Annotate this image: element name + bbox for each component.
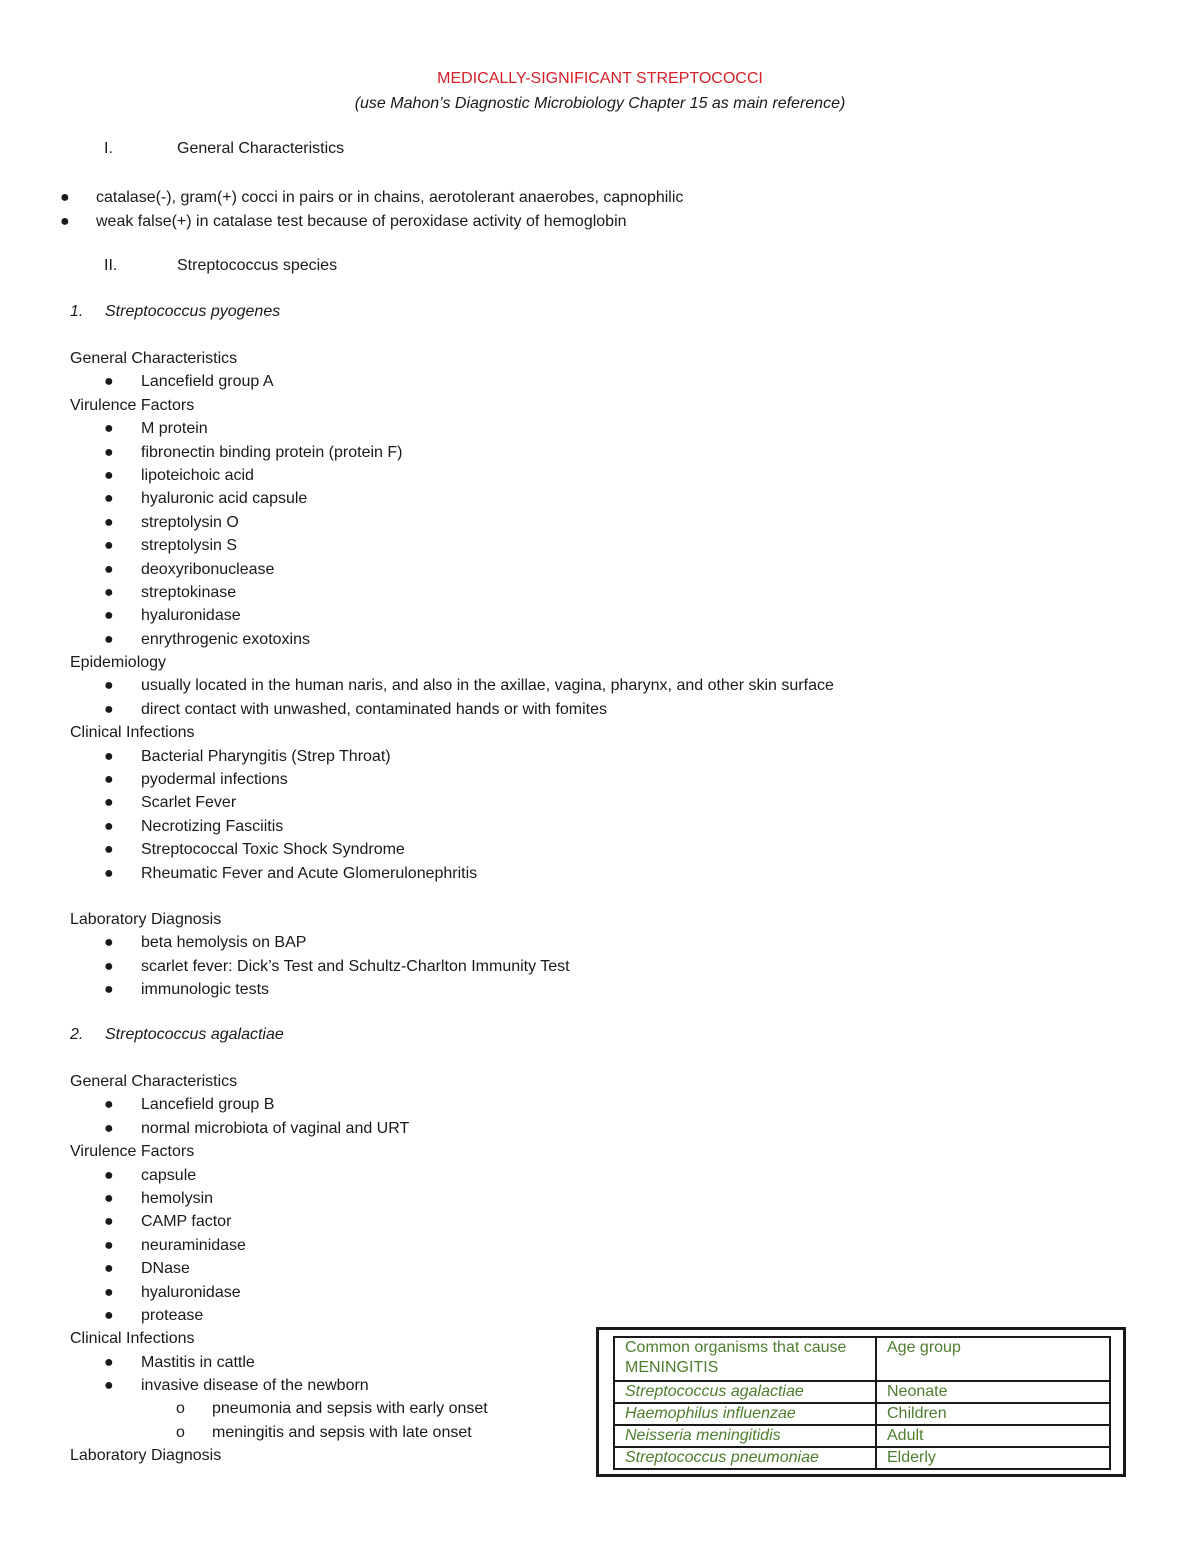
circle-bullet-icon: o xyxy=(176,1423,185,1441)
list-item: ● weak false(+) in catalase test because of peroxidase activity of hemoglobin xyxy=(58,210,683,234)
bullet-icon: ● xyxy=(104,747,114,765)
bullet-icon: ● xyxy=(104,1377,114,1395)
list-item: ● enrythrogenic exotoxins xyxy=(70,628,834,651)
list-item: ● Scarlet Fever xyxy=(70,791,834,814)
bullet-icon: ● xyxy=(104,560,114,578)
list-item: ● hemolysin xyxy=(70,1187,488,1210)
bullet-icon: ● xyxy=(104,817,114,835)
bullet-icon: ● xyxy=(104,443,114,461)
bullet-icon: ● xyxy=(104,1260,114,1278)
section-label: General Characteristics xyxy=(177,140,345,157)
species-number: 2. xyxy=(70,1026,84,1043)
species-heading-agalactiae xyxy=(70,1026,284,1044)
list-item: ● Necrotizing Fasciitis xyxy=(70,815,834,838)
table-row xyxy=(614,1381,1110,1403)
bullet-icon: ● xyxy=(60,189,70,206)
bullet-icon: ● xyxy=(104,513,114,531)
list-item: ● capsule xyxy=(70,1164,488,1187)
species-number: 1. xyxy=(70,303,84,320)
meningitis-table-frame xyxy=(596,1327,1126,1477)
bullet-icon: ● xyxy=(104,934,114,952)
table-row xyxy=(614,1447,1110,1469)
bullet-icon: ● xyxy=(104,771,114,789)
document-subtitle: (use Mahon’s Diagnostic Microbiology Chapter 15 as main reference) xyxy=(354,95,846,112)
bullet-icon: ● xyxy=(104,1213,114,1231)
bullet-icon: ● xyxy=(104,537,114,555)
pyogenes-details xyxy=(70,347,834,885)
table-cell-organism: Streptococcus pneumoniae xyxy=(614,1447,876,1469)
table-header-row xyxy=(614,1337,1110,1381)
list-item: ● deoxyribonuclease xyxy=(70,558,834,581)
list-item: ● Lancefield group A xyxy=(70,370,834,393)
list-item: ● normal microbiota of vaginal and URT xyxy=(70,1117,488,1140)
table-header-age: Age group xyxy=(876,1337,1110,1381)
table-cell-age: Elderly xyxy=(876,1447,1110,1469)
list-item: ● DNase xyxy=(70,1257,488,1280)
bullet-icon: ● xyxy=(104,607,114,625)
subheading: Clinical Infections xyxy=(70,1330,195,1348)
bullet-icon: ● xyxy=(104,841,114,859)
table-row xyxy=(614,1403,1110,1425)
list-item: ● Bacterial Pharyngitis (Strep Throat) xyxy=(70,745,834,768)
list-item: ● protease xyxy=(70,1304,488,1327)
bullet-icon: ● xyxy=(104,630,114,648)
bullet-icon: ● xyxy=(104,957,114,975)
bullet-icon: ● xyxy=(104,981,114,999)
bullet-icon: ● xyxy=(104,794,114,812)
subheading: General Characteristics xyxy=(70,1073,238,1090)
bullet-icon: ● xyxy=(104,1283,114,1301)
subheading: General Characteristics xyxy=(70,350,238,367)
list-item: ● scarlet fever: Dick’s Test and Schultz-Charlton Immunity Test xyxy=(70,955,570,978)
subheading: Virulence Factors xyxy=(70,1143,195,1161)
table-row xyxy=(614,1425,1110,1447)
bullet-icon: ● xyxy=(104,1236,114,1254)
circle-bullet-icon: o xyxy=(176,1400,185,1418)
bullet-icon: ● xyxy=(60,213,70,230)
bullet-icon: ● xyxy=(104,1189,114,1207)
bullet-icon: ● xyxy=(104,1119,114,1137)
list-item: ● CAMP factor xyxy=(70,1210,488,1233)
subheading: Epidemiology xyxy=(70,654,167,672)
sub-list-item: o meningitis and sepsis with late onset xyxy=(70,1421,488,1444)
table-cell-age: Neonate xyxy=(876,1381,1110,1403)
section-number: I. xyxy=(104,140,113,157)
meningitis-table xyxy=(613,1336,1111,1470)
list-item: ● lipoteichoic acid xyxy=(70,464,834,487)
bullet-icon: ● xyxy=(104,373,114,391)
list-item: ● Lancefield group B xyxy=(70,1093,488,1116)
table-cell-age: Adult xyxy=(876,1425,1110,1447)
section-number: II. xyxy=(104,257,118,274)
document-title: MEDICALLY-SIGNIFICANT STREPTOCOCCI xyxy=(437,70,763,87)
species-heading-pyogenes xyxy=(70,303,280,321)
section-label: Streptococcus species xyxy=(177,257,338,274)
section-heading-species xyxy=(104,257,337,275)
bullet-icon: ● xyxy=(104,1166,114,1184)
species-name: Streptococcus agalactiae xyxy=(105,1026,284,1043)
list-item: ● beta hemolysis on BAP xyxy=(70,931,570,954)
subheading: Virulence Factors xyxy=(70,396,195,414)
list-item: ● M protein xyxy=(70,417,834,440)
list-item: ● streptolysin O xyxy=(70,511,834,534)
table-cell-organism: Streptococcus agalactiae xyxy=(614,1381,876,1403)
species-name: Streptococcus pyogenes xyxy=(105,303,281,320)
bullet-icon: ● xyxy=(104,420,114,438)
bullet-icon: ● xyxy=(104,864,114,882)
pyogenes-lab-diagnosis xyxy=(70,908,570,1002)
bullet-icon: ● xyxy=(104,1306,114,1324)
bullet-icon: ● xyxy=(104,490,114,508)
subheading: Clinical Infections xyxy=(70,724,195,742)
list-item: ● Streptococcal Toxic Shock Syndrome xyxy=(70,838,834,861)
bullet-icon: ● xyxy=(104,700,114,718)
list-item: ● hyaluronidase xyxy=(70,1281,488,1304)
agalactiae-details xyxy=(70,1070,488,1468)
list-item: ● Mastitis in cattle xyxy=(70,1351,488,1374)
table-cell-age: Children xyxy=(876,1403,1110,1425)
list-item: ● immunologic tests xyxy=(70,978,570,1001)
list-item: ● fibronectin binding protein (protein F) xyxy=(70,441,834,464)
list-item: ● neuraminidase xyxy=(70,1234,488,1257)
subheading: Laboratory Diagnosis xyxy=(70,1447,222,1465)
subheading: Laboratory Diagnosis xyxy=(70,911,222,928)
bullet-icon: ● xyxy=(104,466,114,484)
list-item: ● direct contact with unwashed, contaminated hands or with fomites xyxy=(70,698,834,721)
list-item: ● streptokinase xyxy=(70,581,834,604)
sub-list-item: o pneumonia and sepsis with early onset xyxy=(70,1397,488,1420)
list-item: ● streptolysin S xyxy=(70,534,834,557)
general-bullet-list xyxy=(58,186,683,234)
bullet-icon: ● xyxy=(104,583,114,601)
list-item: ● usually located in the human naris, and also in the axillae, vagina, pharynx, and other skin surface xyxy=(70,674,834,697)
bullet-icon: ● xyxy=(104,677,114,695)
section-heading-general xyxy=(104,140,344,158)
bullet-icon: ● xyxy=(104,1096,114,1114)
list-item: ● invasive disease of the newborn xyxy=(70,1374,488,1397)
bullet-icon: ● xyxy=(104,1353,114,1371)
list-item: ● pyodermal infections xyxy=(70,768,834,791)
list-item: ● hyaluronic acid capsule xyxy=(70,487,834,510)
table-cell-organism: Haemophilus influenzae xyxy=(614,1403,876,1425)
table-cell-organism: Neisseria meningitidis xyxy=(614,1425,876,1447)
list-item: ● hyaluronidase xyxy=(70,604,834,627)
list-item: ● Rheumatic Fever and Acute Glomerulonephritis xyxy=(70,862,834,885)
list-item: ● catalase(-), gram(+) cocci in pairs or in chains, aerotolerant anaerobes, capnophilic xyxy=(58,186,683,210)
table-header-organism: Common organisms that cause MENINGITIS xyxy=(614,1337,876,1381)
